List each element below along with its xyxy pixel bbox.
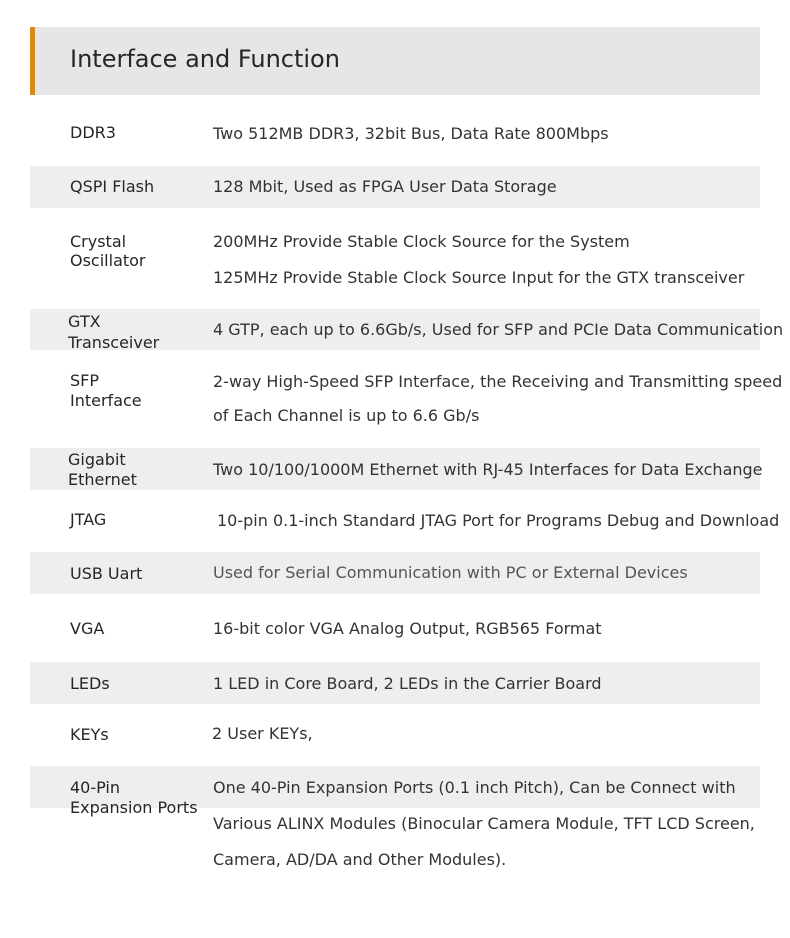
- row-desc-sfp-line1: 2-way High-Speed SFP Interface, the Receiving and Transmitting speed: [213, 372, 783, 391]
- row-label-40pin-line1: 40-Pin: [70, 778, 121, 797]
- row-desc-gigabit: Two 10/100/1000M Ethernet with RJ-45 Interfaces for Data Exchange: [213, 460, 763, 479]
- row-desc-40pin-line3: Camera, AD/DA and Other Modules).: [213, 850, 507, 869]
- row-label-keys: KEYs: [70, 725, 109, 744]
- row-label-qspi-flash: QSPI Flash: [70, 177, 155, 196]
- row-label-leds: LEDs: [70, 674, 110, 693]
- row-label-vga: VGA: [70, 619, 105, 638]
- row-label-crystal-line1: Crystal: [70, 232, 127, 251]
- row-label-usb-uart: USB Uart: [70, 564, 143, 583]
- row-desc-leds: 1 LED in Core Board, 2 LEDs in the Carrier Board: [213, 674, 602, 693]
- row-label-40pin-line2: Expansion Ports: [70, 798, 198, 817]
- row-desc-gtx: 4 GTP, each up to 6.6Gb/s, Used for SFP and PCIe Data Communication: [213, 320, 784, 339]
- row-desc-crystal-line2: 125MHz Provide Stable Clock Source Input for the GTX transceiver: [213, 268, 745, 287]
- row-desc-crystal-line1: 200MHz Provide Stable Clock Source for the System: [213, 232, 630, 251]
- row-label-gtx-line1: GTX: [68, 312, 101, 331]
- section-title: Interface and Function: [70, 45, 340, 73]
- row-desc-40pin-line2: Various ALINX Modules (Binocular Camera Module, TFT LCD Screen,: [213, 814, 755, 833]
- row-desc-40pin-line1: One 40-Pin Expansion Ports (0.1 inch Pitch), Can be Connect with: [213, 778, 736, 797]
- row-label-jtag: JTAG: [70, 510, 107, 529]
- row-label-ddr3: DDR3: [70, 123, 116, 142]
- row-label-sfp-line1: SFP: [70, 371, 100, 390]
- row-desc-qspi-flash: 128 Mbit, Used as FPGA User Data Storage: [213, 177, 557, 196]
- row-label-gtx-line2: Transceiver: [68, 333, 160, 352]
- row-desc-sfp-line2: of Each Channel is up to 6.6 Gb/s: [213, 406, 480, 425]
- row-label-gigabit-line2: Ethernet: [68, 470, 137, 489]
- section-header: [30, 27, 760, 95]
- row-label-sfp-line2: Interface: [70, 391, 142, 410]
- row-desc-keys: 2 User KEYs,: [212, 724, 313, 743]
- row-desc-jtag: 10-pin 0.1-inch Standard JTAG Port for Programs Debug and Download: [217, 511, 780, 530]
- row-desc-usb-uart: Used for Serial Communication with PC or External Devices: [213, 563, 688, 582]
- row-label-gigabit-line1: Gigabit: [68, 450, 126, 469]
- row-label-crystal-line2: Oscillator: [70, 251, 146, 270]
- row-desc-vga: 16-bit color VGA Analog Output, RGB565 Format: [213, 619, 602, 638]
- row-desc-ddr3: Two 512MB DDR3, 32bit Bus, Data Rate 800Mbps: [213, 124, 609, 143]
